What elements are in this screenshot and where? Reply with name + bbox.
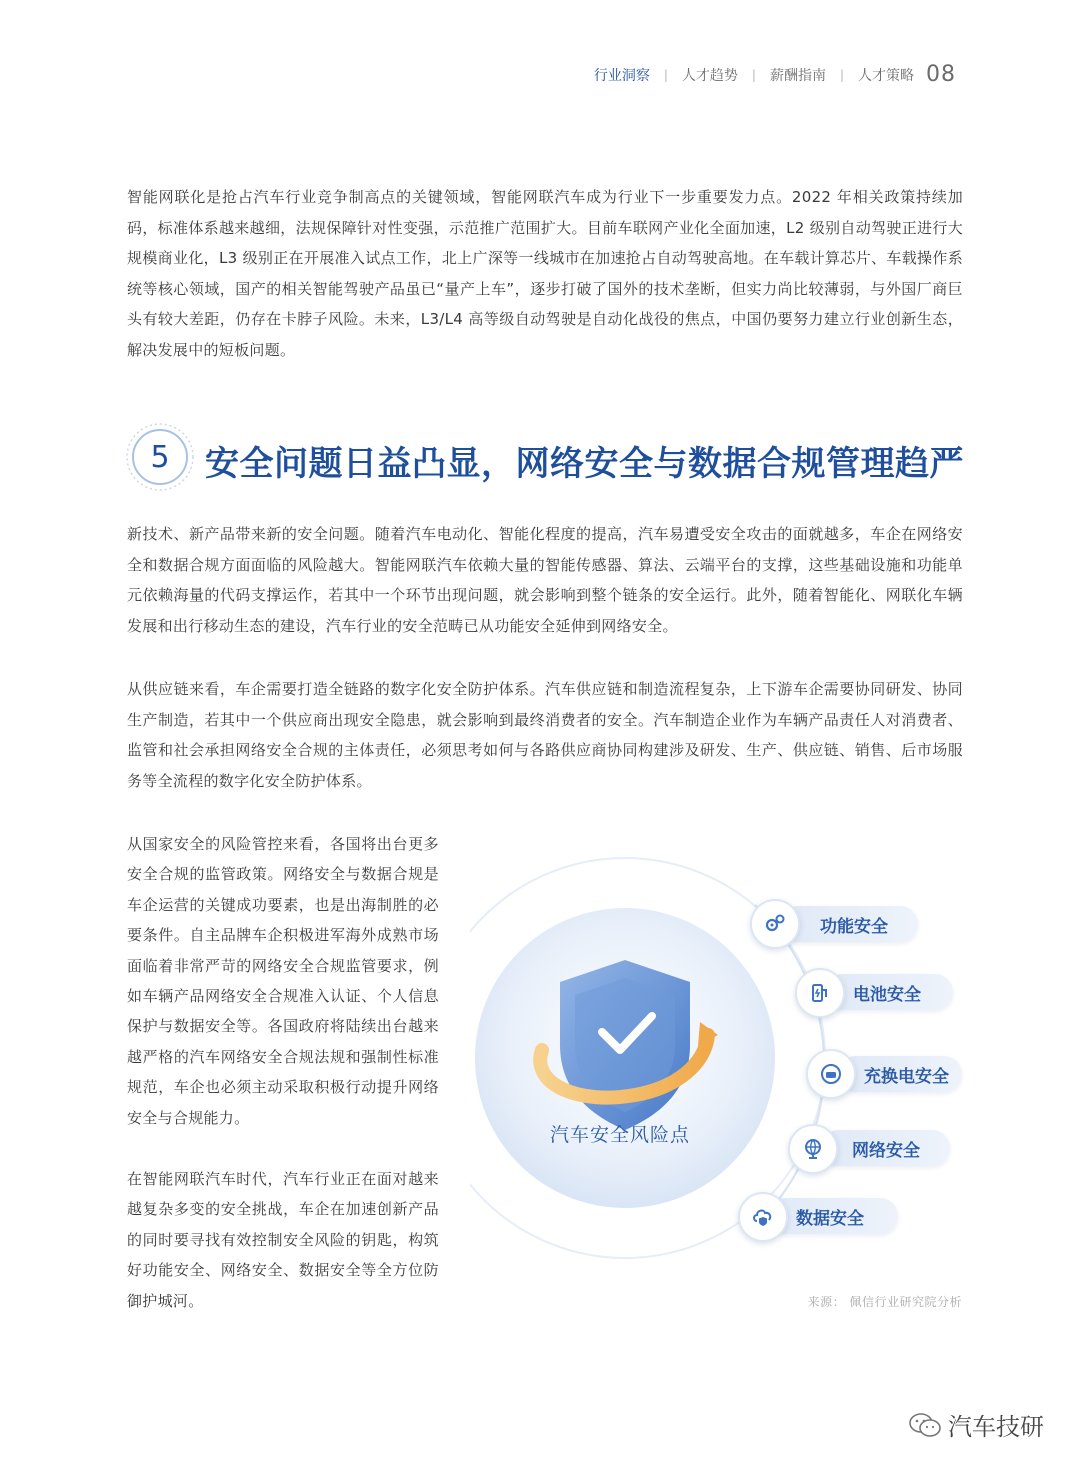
nav-talent-strategy[interactable]: 人才策略 (858, 67, 914, 84)
section-title: 安全问题日益凸显，网络安全与数据合规管理趋严 (205, 444, 964, 484)
intro-paragraph: 智能网联化是抢占汽车行业竞争制高点的关键领域，智能网联汽车成为行业下一步重要发力点。2022 年相关政策持续加码，标准体系越来越细，法规保障针对性变强，示范推广范围扩大。目前车联网产业化全面加速，L2 级别自动驾驶正进行大规模商业化，L3 级别正在开展准入试点工作，北上广深等一线城市在加速抢占自动驾驶高地。在车载计算芯片、车载操作系统等核心领域，国产的相关智能驾驶产品虽已“量产上车”，逐步打破了国外的技术垄断，但实力尚比较薄弱，与外国厂商巨头有较大差距，仍存在卡脖子风险。未来，L3/L4 高等级自动驾驶是自动化战役的焦点，中国仍要努力建立行业创新生态，解决发展中的短板问题。 (127, 188, 963, 359)
paragraph: 在智能网联汽车时代，汽车行业正在面对越来越复杂多变的安全挑战，车企在加速创新产品的同时要寻找有效控制安全风险的钥匙，构筑好功能安全、网络安全、数据安全等全方位防御护城河。 (127, 1170, 439, 1310)
paragraph: 从国家安全的风险管控来看，各国将出台更多安全合规的监管政策。网络安全与数据合规是车企运营的关键成功要素，也是出海制胜的必要条件。自主品牌车企积极进军海外成熟市场面临着非常严苛的网络安全合规监管要求，例如车辆产品网络安全合规准入认证、个人信息保护与数据安全等。各国政府将陆续出台越来越严格的汽车网络安全合规法规和强制性标准规范，车企也必须主动采取积极行动提升网络安全与合规能力。 (127, 835, 439, 1127)
nav-separator: | (663, 67, 668, 82)
risk-item-label: 数据安全 (796, 1208, 864, 1229)
diagram-center-label: 汽车安全风险点 (550, 1124, 691, 1146)
nav-talent-trends[interactable]: 人才趋势 (681, 67, 738, 84)
nav-separator: | (839, 67, 844, 82)
network-globe-icon (788, 1124, 838, 1174)
risk-item-network-security (820, 1130, 950, 1166)
watermark (908, 1407, 1044, 1442)
cloud-shield-icon (738, 1192, 788, 1242)
nav-industry-insight[interactable]: 行业洞察 (593, 67, 650, 84)
watermark-text: 汽车技研 (948, 1413, 1044, 1441)
risk-item-label: 网络安全 (852, 1140, 920, 1161)
nav-salary-guide[interactable]: 薪酬指南 (769, 67, 826, 84)
risk-item-label: 功能安全 (820, 916, 888, 937)
battery-swap-icon (806, 1049, 856, 1099)
nav-separator: | (751, 67, 756, 82)
page-number: 08 (926, 62, 956, 87)
risk-item-charging-swap-safety (838, 1056, 962, 1092)
paragraph: 从供应链来看，车企需要打造全链路的数字化安全防护体系。汽车供应链和制造流程复杂，上下游车企需要协同研发、协同生产制造，若其中一个供应商出现安全隐患，就会影响到最终消费者的安全。汽车制造企业作为车辆产品责任人对消费者、监管和社会承担网络安全合规的主体责任，必须思考如何与各路供应商协同构建涉及研发、生产、供应链、销售、后市场服务等全流程的数字化安全防护体系。 (127, 680, 963, 790)
risk-item-label: 电池安全 (853, 984, 921, 1005)
source-note: 来源： 佩信行业研究院分析 (807, 1295, 962, 1309)
wechat-icon (908, 1411, 942, 1439)
top-navigation (592, 62, 956, 87)
section-number-badge (124, 421, 196, 493)
risk-item-functional-safety (780, 906, 918, 942)
paragraph: 新技术、新产品带来新的安全问题。随着汽车电动化、智能化程度的提高，汽车易遭受安全攻击的面就越多，车企在网络安全和数据合规方面面临的风险越大。智能网联汽车依赖大量的智能传感器、算法、云端平台的支撑，这些基础设施和功能单元依赖海量的代码支撑运作，若其中一个环节出现问题，就会影响到整个链条的安全运行。此外，随着智能化、网联化车辆发展和出行移动生态的建设，汽车行业的安全范畴已从功能安全延伸到网络安全。 (127, 525, 963, 635)
section-number: 5 (150, 439, 170, 475)
risk-item-label: 充换电安全 (864, 1066, 949, 1087)
gears-icon (750, 899, 800, 949)
risk-diagram (470, 850, 990, 1290)
charging-pile-icon (795, 968, 845, 1018)
